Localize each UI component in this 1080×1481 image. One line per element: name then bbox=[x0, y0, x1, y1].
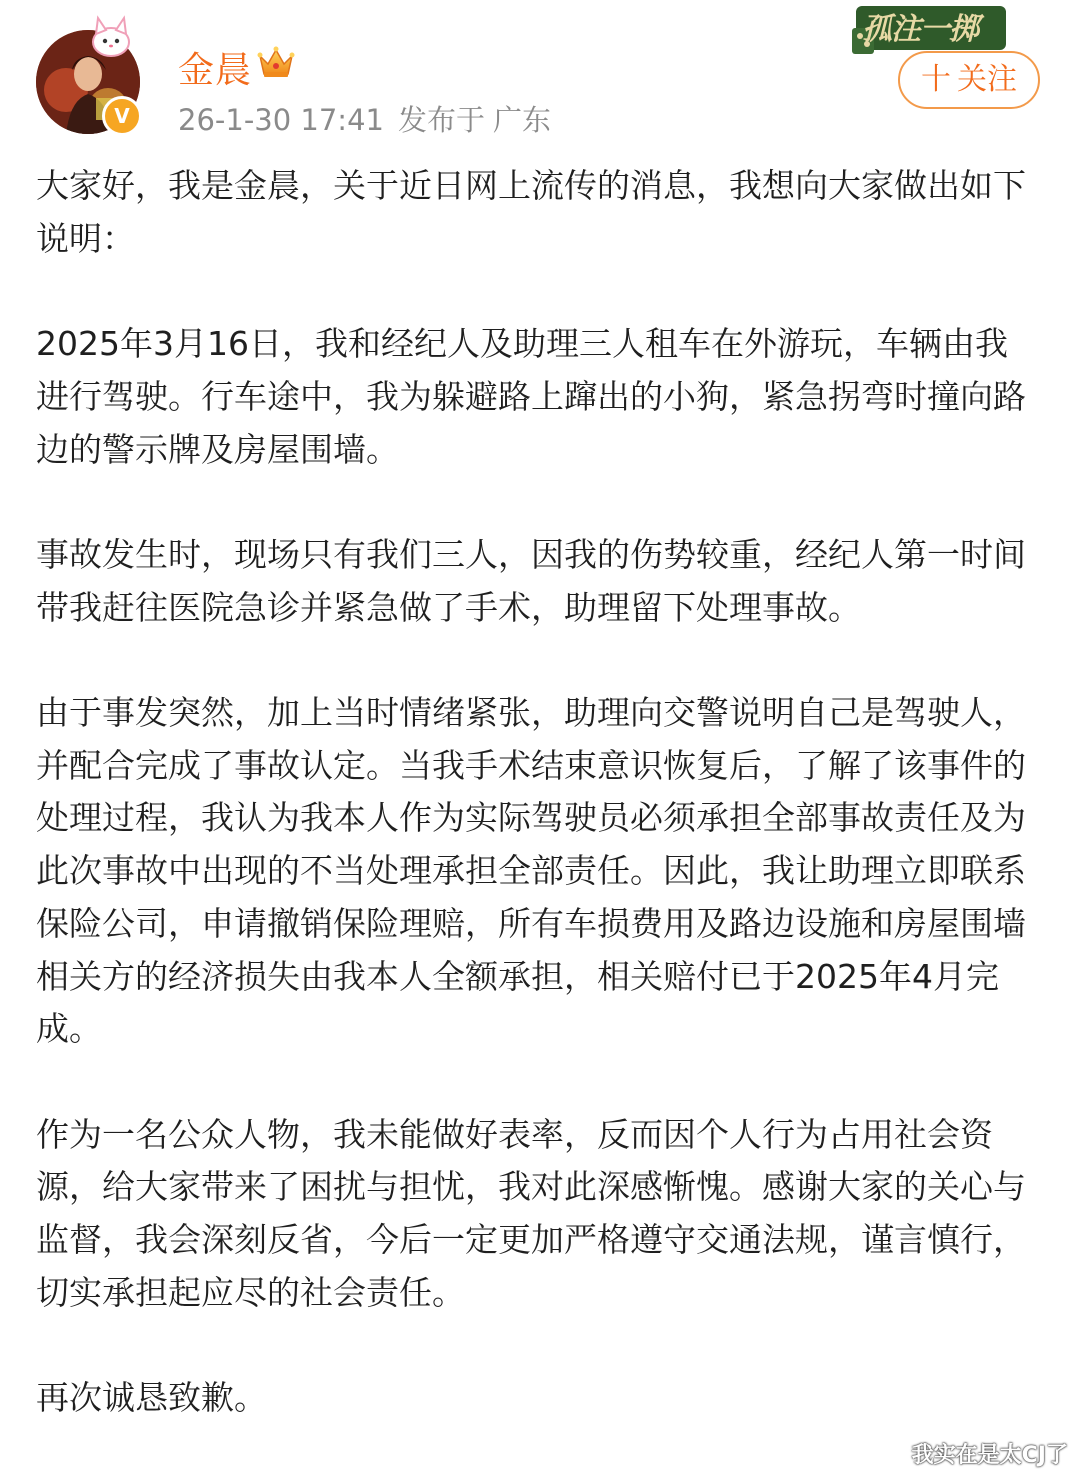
author-name[interactable]: 金晨 bbox=[178, 50, 253, 91]
post-paragraph: 作为一名公众人物，我未能做好表率，反而因个人行为占用社会资源，给大家带来了困扰与担忧，我对此深感惭愧。感谢大家的关心与监督，我会深刻反省，今后一定更加严格遵守交通法规，谨言慎行，切实承担起应尽的社会责任。 bbox=[36, 1114, 1026, 1312]
watermark: 我实在是太CJ了 bbox=[911, 1443, 1068, 1468]
post-paragraph: 2025年3月16日，我和经纪人及助理三人租车在外游玩，车辆由我进行驾驶。行车途中，我为躲避路上蹿出的小狗，紧急拐弯时撞向路边的警示牌及房屋围墙。 bbox=[36, 324, 1026, 469]
cat-decoration-icon bbox=[82, 12, 140, 60]
crown-icon bbox=[256, 44, 296, 80]
post-paragraph: 事故发生时，现场只有我们三人，因我的伤势较重，经纪人第一时间带我赶往医院急诊并紧急做了手术，助理留下处理事故。 bbox=[36, 534, 1026, 627]
stamp-text: 孤注一掷 bbox=[862, 12, 978, 47]
verified-badge-icon: V bbox=[102, 96, 142, 136]
post-paragraph: 再次诚恳致歉。 bbox=[36, 1378, 267, 1418]
post-paragraph: 由于事发突然，加上当时情绪紧张，助理向交警说明自己是驾驶人，并配合完成了事故认定。当我手术结束意识恢复后，了解了该事件的处理过程，我认为我本人作为实际驾驶员必须承担全部事故责任及为此次事故中出现的不当处理承担全部责任。因此，我让助理立即联系保险公司，申请撤销保险理赔，所有车损费用及路边设施和房屋围墙相关方的经济损失由我本人全额承担，相关赔付已于2025年4月完成。 bbox=[36, 692, 1026, 1049]
post-timestamp: 26-1-30 17:41 bbox=[178, 103, 384, 137]
plus-icon: 十 bbox=[921, 62, 951, 97]
follow-button[interactable] bbox=[898, 51, 1040, 109]
author-avatar[interactable] bbox=[36, 30, 140, 134]
post-location: 广东 bbox=[493, 103, 552, 137]
post-paragraph: 大家好，我是金晨，关于近日网上流传的消息，我想向大家做出如下说明： bbox=[36, 166, 1026, 258]
follow-label: 关注 bbox=[957, 62, 1017, 97]
location-prefix: 发布于 bbox=[397, 103, 485, 137]
post-header bbox=[0, 0, 1080, 150]
post-body bbox=[36, 160, 1036, 1477]
post-meta bbox=[178, 98, 551, 139]
